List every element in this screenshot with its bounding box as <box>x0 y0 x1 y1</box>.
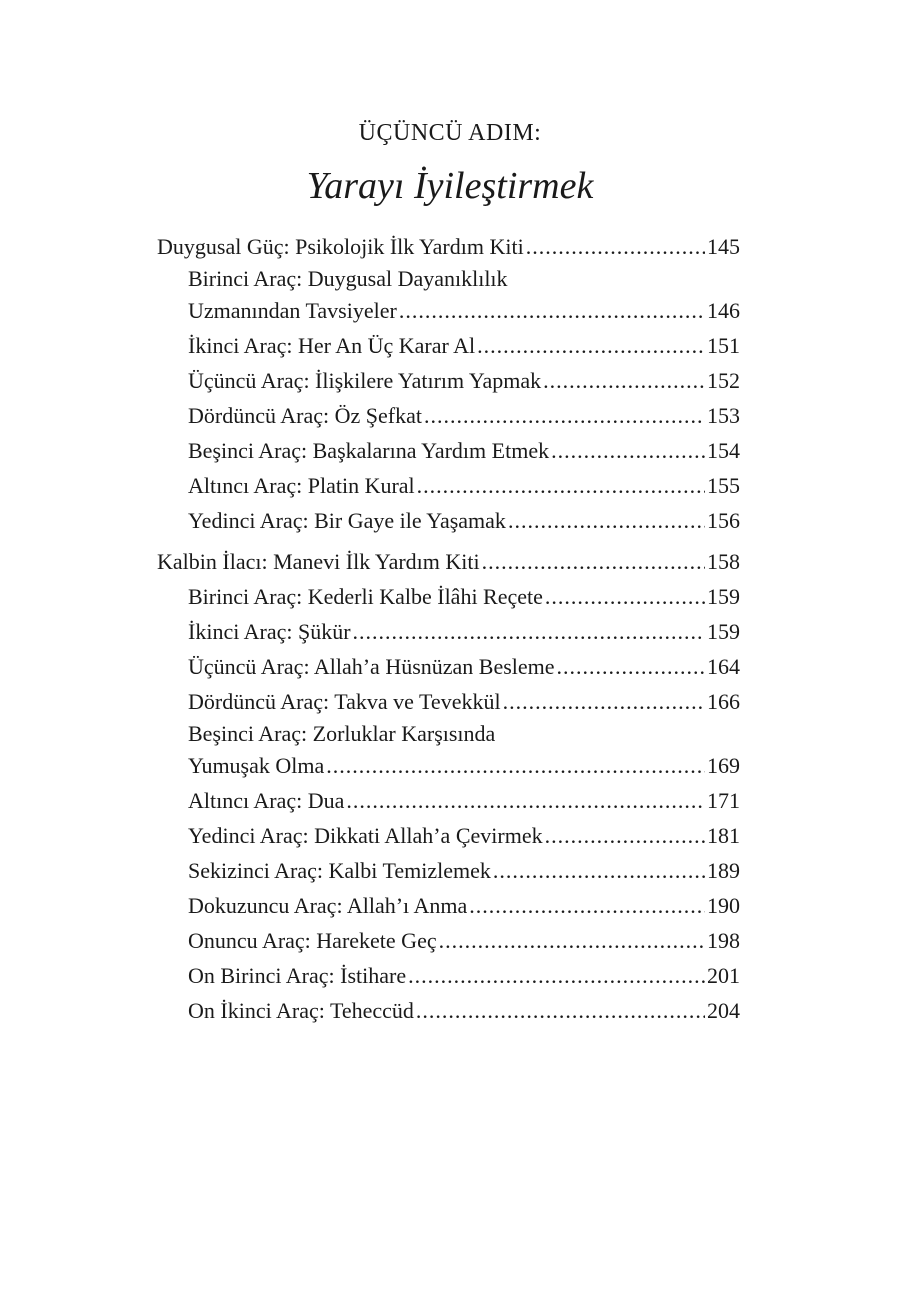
toc-page-number: 204 <box>707 998 740 1023</box>
toc-entry <box>157 363 740 398</box>
toc-section-heading <box>157 544 740 579</box>
dot-leader <box>482 544 705 579</box>
dot-leader <box>477 328 705 363</box>
toc-page-number: 159 <box>707 619 740 644</box>
toc-entry-title: Sekizinci Araç: Kalbi Temizlemek <box>188 858 491 883</box>
toc-page-number: 154 <box>707 438 740 463</box>
toc-entry-title: Uzmanından Tavsiyeler <box>188 298 397 323</box>
dot-leader <box>408 958 705 993</box>
dot-leader <box>417 468 705 503</box>
toc-entry <box>157 958 740 993</box>
toc-entry-title: Dördüncü Araç: Öz Şefkat <box>188 403 422 428</box>
dot-leader <box>469 888 705 923</box>
toc-entry-title: Beşinci Araç: Başkalarına Yardım Etmek <box>188 438 550 463</box>
toc-entry <box>157 503 740 538</box>
toc-page-number: 145 <box>707 234 740 259</box>
toc-entry <box>157 328 740 363</box>
dot-leader <box>508 503 705 538</box>
toc-page-number: 198 <box>707 928 740 953</box>
dot-leader <box>326 748 705 783</box>
table-of-contents <box>157 229 740 1028</box>
dot-leader <box>346 783 705 818</box>
toc-page-number: 156 <box>707 508 740 533</box>
toc-entry <box>157 923 740 958</box>
dot-leader <box>545 579 705 614</box>
toc-entry <box>157 993 740 1028</box>
toc-entry-title: Altıncı Araç: Platin Kural <box>188 473 415 498</box>
toc-entry <box>188 748 740 783</box>
toc-entry-title: Altıncı Araç: Dua <box>188 788 345 813</box>
dot-leader <box>503 684 705 719</box>
toc-entry <box>157 649 740 684</box>
toc-entry-title: Birinci Araç: Kederli Kalbe İlâhi Reçete <box>188 584 543 609</box>
dot-leader <box>557 649 705 684</box>
toc-section <box>157 229 740 538</box>
toc-entry <box>157 579 740 614</box>
toc-page-number: 158 <box>707 549 740 574</box>
toc-entry-title: Kalbin İlacı: Manevi İlk Yardım Kiti <box>157 549 480 574</box>
toc-entry <box>157 783 740 818</box>
toc-page-number: 189 <box>707 858 740 883</box>
toc-entry-title: Üçüncü Araç: İlişkilere Yatırım Yapmak <box>188 368 542 393</box>
toc-entry <box>157 818 740 853</box>
toc-entry-title: Dördüncü Araç: Takva ve Tevekkül <box>188 689 501 714</box>
toc-entry-title: İkinci Araç: Şükür <box>188 619 351 644</box>
dot-leader <box>416 993 705 1028</box>
toc-page-number: 155 <box>707 473 740 498</box>
toc-section-heading <box>157 229 740 264</box>
toc-page-number: 152 <box>707 368 740 393</box>
toc-entry-title: Yedinci Araç: Bir Gaye ile Yaşamak <box>188 508 506 533</box>
dot-leader <box>424 398 705 433</box>
dot-leader <box>545 818 705 853</box>
toc-entry-title: On Birinci Araç: İstihare <box>188 963 407 988</box>
toc-entry <box>188 293 740 328</box>
toc-entry-multiline <box>157 264 740 328</box>
toc-page-number: 164 <box>707 654 740 679</box>
step-label: ÜÇÜNCÜ ADIM: <box>358 120 542 146</box>
toc-page-number: 159 <box>707 584 740 609</box>
toc-section <box>157 544 740 1028</box>
toc-entry-title-line1: Birinci Araç: Duygusal Dayanıklılık <box>188 266 508 291</box>
dot-leader <box>551 433 705 468</box>
toc-entry-title: Duygusal Güç: Psikolojik İlk Yardım Kiti <box>157 234 524 259</box>
dot-leader <box>526 229 705 264</box>
dot-leader <box>399 293 705 328</box>
dot-leader <box>493 853 705 888</box>
dot-leader <box>353 614 705 649</box>
toc-entry-multiline <box>157 719 740 783</box>
toc-page-number: 181 <box>707 823 740 848</box>
toc-entry <box>157 684 740 719</box>
toc-entry-title: On İkinci Araç: Teheccüd <box>188 998 414 1023</box>
toc-page-number: 169 <box>707 753 740 778</box>
toc-entry-title: Üçüncü Araç: Allah’a Hüsnüzan Besleme <box>188 654 555 679</box>
step-title: Yarayı İyileştirmek <box>306 165 594 207</box>
toc-entry <box>157 468 740 503</box>
dot-leader <box>439 923 705 958</box>
toc-page-number: 171 <box>707 788 740 813</box>
toc-page-number: 151 <box>707 333 740 358</box>
toc-entry-title-line1: Beşinci Araç: Zorluklar Karşısında <box>188 721 496 746</box>
toc-entry-title: İkinci Araç: Her An Üç Karar Al <box>188 333 476 358</box>
toc-entry-title: Yumuşak Olma <box>188 753 325 778</box>
toc-entry-title: Yedinci Araç: Dikkati Allah’a Çevirmek <box>188 823 543 848</box>
toc-page-number: 201 <box>707 963 740 988</box>
toc-entry <box>157 433 740 468</box>
toc-page-number: 190 <box>707 893 740 918</box>
toc-entry <box>157 853 740 888</box>
toc-page-number: 153 <box>707 403 740 428</box>
toc-page-number: 166 <box>707 689 740 714</box>
dot-leader <box>543 363 705 398</box>
toc-entry <box>157 614 740 649</box>
toc-entry <box>157 398 740 433</box>
toc-entry-title: Dokuzuncu Araç: Allah’ı Anma <box>188 893 468 918</box>
toc-entry <box>157 888 740 923</box>
toc-page-number: 146 <box>707 298 740 323</box>
toc-entry-title: Onuncu Araç: Harekete Geç <box>188 928 437 953</box>
